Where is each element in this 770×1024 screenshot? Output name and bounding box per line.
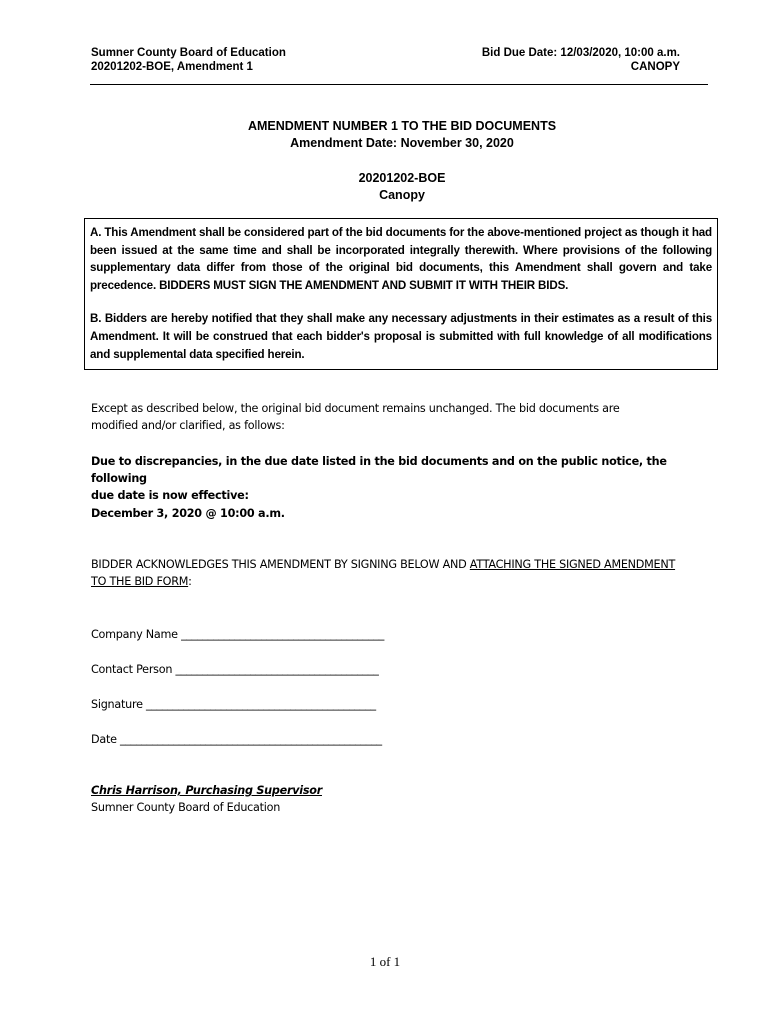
header-right xyxy=(482,46,680,74)
intro-paragraph xyxy=(91,400,713,434)
title-line-1: AMENDMENT NUMBER 1 TO THE BID DOCUMENTS xyxy=(247,119,557,133)
new-due-date: December 3, 2020 @ 10:00 a.m. xyxy=(91,507,285,520)
header-doc-ref: 20201202-BOE, Amendment 1 xyxy=(91,61,253,73)
notice-paragraph-a: A. This Amendment shall be considered part of the bid documents for the above-mentioned project as though it had been issued at the same time and shall be incorporated integrally therewith. Where provisions of the following supplementary data differ from those of the original bid documents, this Amendment shall govern and take precedence. BIDDERS MUST SIGN THE AMENDMENT AND SUBMIT IT WITH THEIR BIDS. xyxy=(90,226,712,292)
header-left xyxy=(91,46,286,74)
title-spacer xyxy=(90,152,714,170)
ack-suffix: : xyxy=(188,575,192,588)
change-line-1: Due to discrepancies, in the due date listed in the bid documents and on the public notice, the following xyxy=(91,455,667,485)
notice-box xyxy=(84,218,718,370)
ack-underlined-2: TO THE BID FORM xyxy=(91,575,189,588)
acknowledgement-text xyxy=(91,556,713,590)
change-line-2: due date is now effective: xyxy=(91,489,249,502)
company-name-field[interactable]: Company Name ______________________________________ xyxy=(91,628,385,641)
signoff-name: Chris Harrison, Purchasing Supervisor xyxy=(91,784,322,797)
signoff-block xyxy=(91,782,713,816)
title-line-2: Amendment Date: November 30, 2020 xyxy=(290,136,514,150)
signoff-org: Sumner County Board of Education xyxy=(91,801,281,814)
notice-paragraph-b: B. Bidders are hereby notified that they shall make any necessary adjustments in their estimates as a result of this Amendment. It will be construed that each bidder's proposal is submitted with full knowledge of all modifications and supplemental data specified herein. xyxy=(90,312,712,361)
ack-prefix: BIDDER ACKNOWLEDGES THIS AMENDMENT BY SIGNING BELOW AND xyxy=(91,558,470,571)
signature-field[interactable]: Signature ___________________________________________ xyxy=(91,698,376,711)
intro-line-2: modified and/or clarified, as follows: xyxy=(91,419,285,432)
header-divider xyxy=(90,84,708,85)
title-line-4: Canopy xyxy=(379,188,425,202)
header-org: Sumner County Board of Education xyxy=(91,47,286,59)
change-paragraph xyxy=(91,453,713,504)
title-line-3: 20201202-BOE xyxy=(358,171,446,185)
contact-person-field[interactable]: Contact Person ______________________________________ xyxy=(91,663,379,676)
date-field[interactable]: Date _________________________________________________ xyxy=(91,733,382,746)
header-due-date: Bid Due Date: 12/03/2020, 10:00 a.m. xyxy=(481,47,680,59)
document-title xyxy=(90,118,714,204)
intro-line-1: Except as described below, the original bid document remains unchanged. The bid documents are xyxy=(91,402,620,415)
ack-underlined-1: ATTACHING THE SIGNED AMENDMENT xyxy=(469,558,676,571)
page-number: 1 of 1 xyxy=(369,954,401,969)
header-project: CANOPY xyxy=(630,61,680,73)
